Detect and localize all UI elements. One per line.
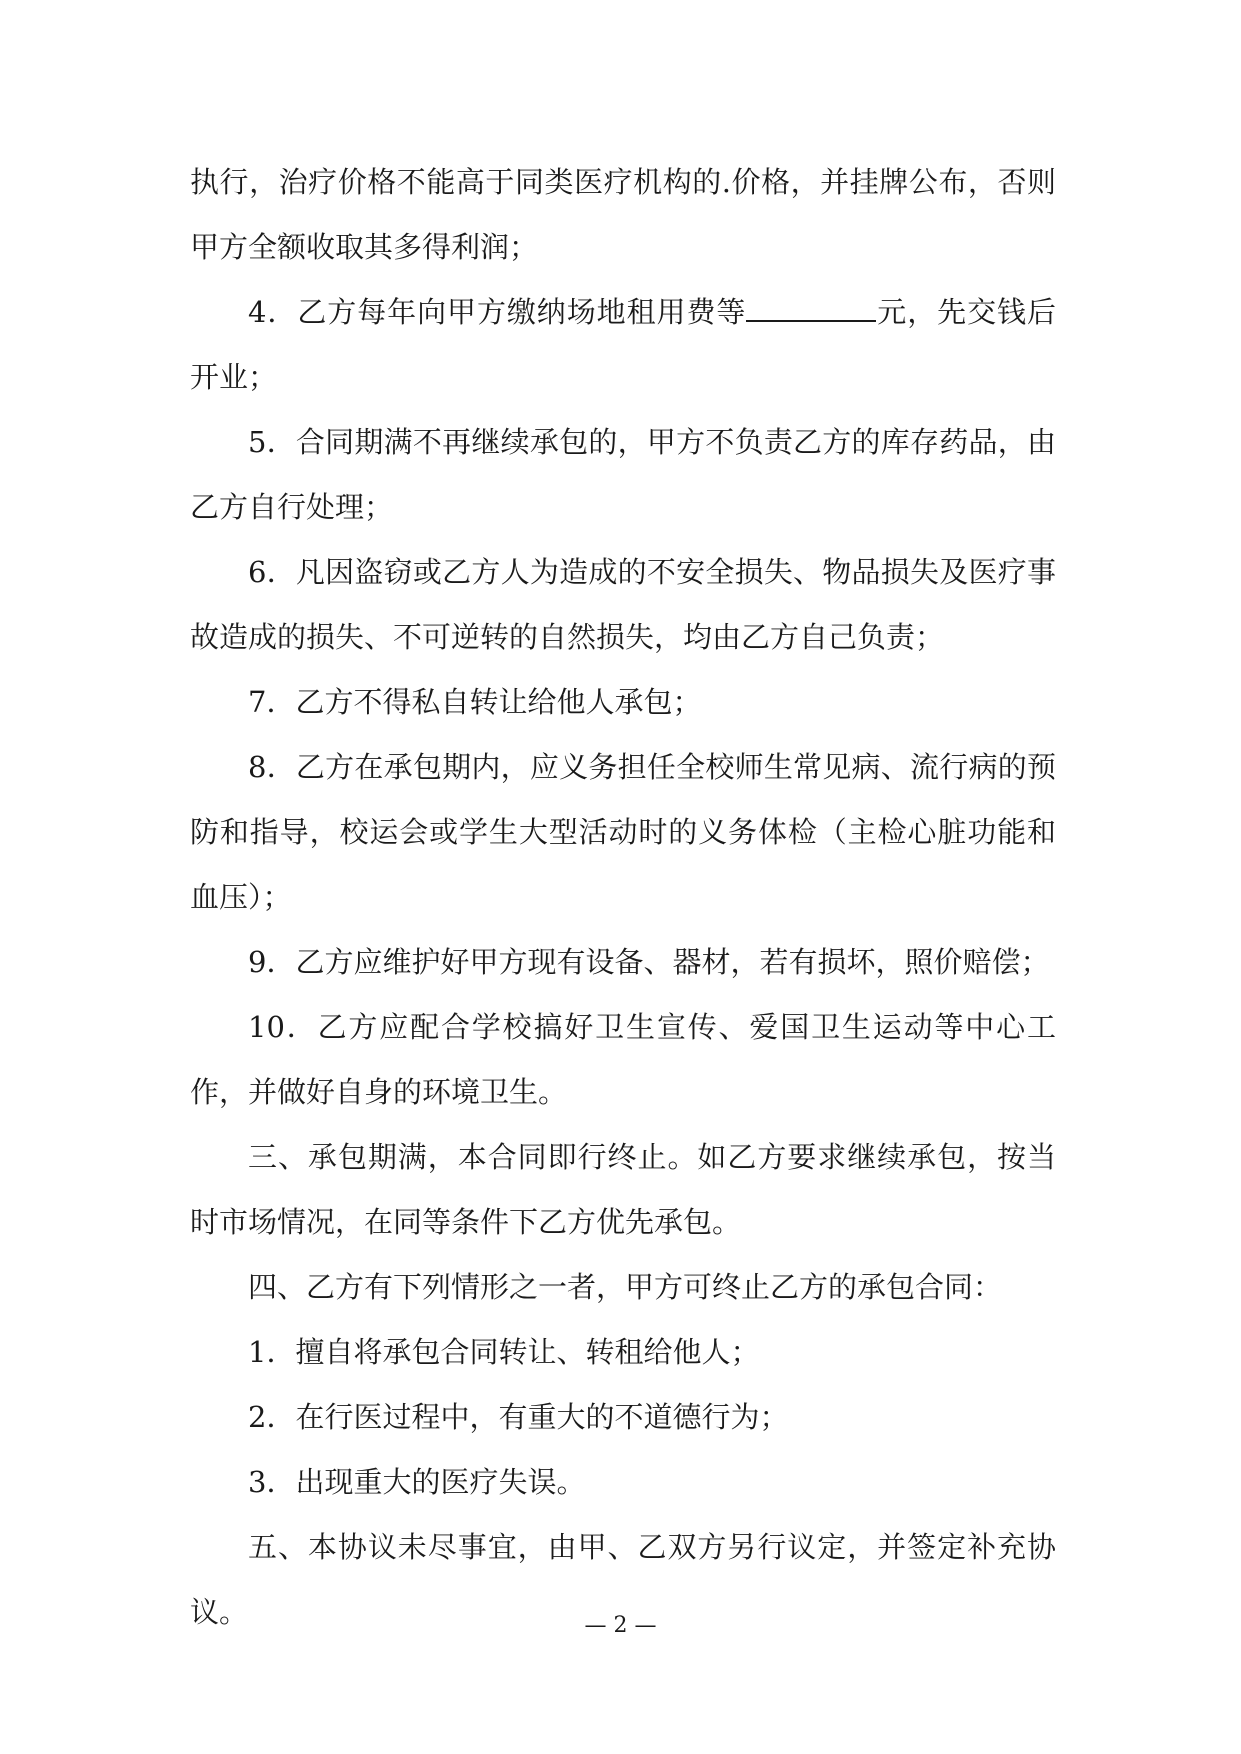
page-number: — 2 — <box>584 1613 657 1638</box>
paragraph-section-4: 四、乙方有下列情形之一者，甲方可终止乙方的承包合同： <box>248 1270 1003 1304</box>
paragraph-item-10: 10．乙方应配合学校搞好卫生宣传、爱国卫生运动等中心工作，并做好自身的环境卫生。 <box>190 1010 1056 1109</box>
paragraph-sub-item-2: 2．在行医过程中，有重大的不道德行为； <box>248 1400 789 1434</box>
paragraph-item-7: 7．乙方不得私自转让给他人承包； <box>248 685 702 719</box>
paragraph-section-3: 三、承包期满，本合同即行终止。如乙方要求继续承包，按当时市场情况，在同等条件下乙方优先承包。 <box>190 1140 1056 1239</box>
paragraph-item-6: 6．凡因盗窃或乙方人为造成的不安全损失、物品损失及医疗事故造成的损失、不可逆转的自然损失，均由乙方自己负责； <box>190 555 1056 654</box>
paragraph-continued: 执行，治疗价格不能高于同类医疗机构的.价格，并挂牌公布，否则甲方全额收取其多得利润； <box>190 165 1056 264</box>
paragraph-section-5: 五、本协议未尽事宜，由甲、乙双方另行议定，并签定补充协议。 <box>190 1530 1056 1629</box>
paragraph-sub-item-1: 1．擅自将承包合同转让、转租给他人； <box>248 1335 760 1369</box>
paragraph-item-8: 8．乙方在承包期内，应义务担任全校师生常见病、流行病的预防和指导，校运会或学生大型活动时的义务体检（主检心脏功能和血压）； <box>190 750 1056 914</box>
fee-blank-line <box>746 290 876 322</box>
paragraph-item-4 <box>190 280 1056 410</box>
paragraph-item-5: 5．合同期满不再继续承包的，甲方不负责乙方的库存药品，由乙方自行处理； <box>190 425 1056 524</box>
item-4-text-after: 元，先交钱后开业； <box>190 295 1056 394</box>
paragraph-sub-item-3: 3．出现重大的医疗失误。 <box>248 1465 586 1499</box>
paragraph-item-9: 9．乙方应维护好甲方现有设备、器材，若有损坏，照价赔偿； <box>248 945 1050 979</box>
item-4-text-before: 4．乙方每年向甲方缴纳场地租用费等 <box>248 295 747 329</box>
document-body <box>190 150 1056 1645</box>
